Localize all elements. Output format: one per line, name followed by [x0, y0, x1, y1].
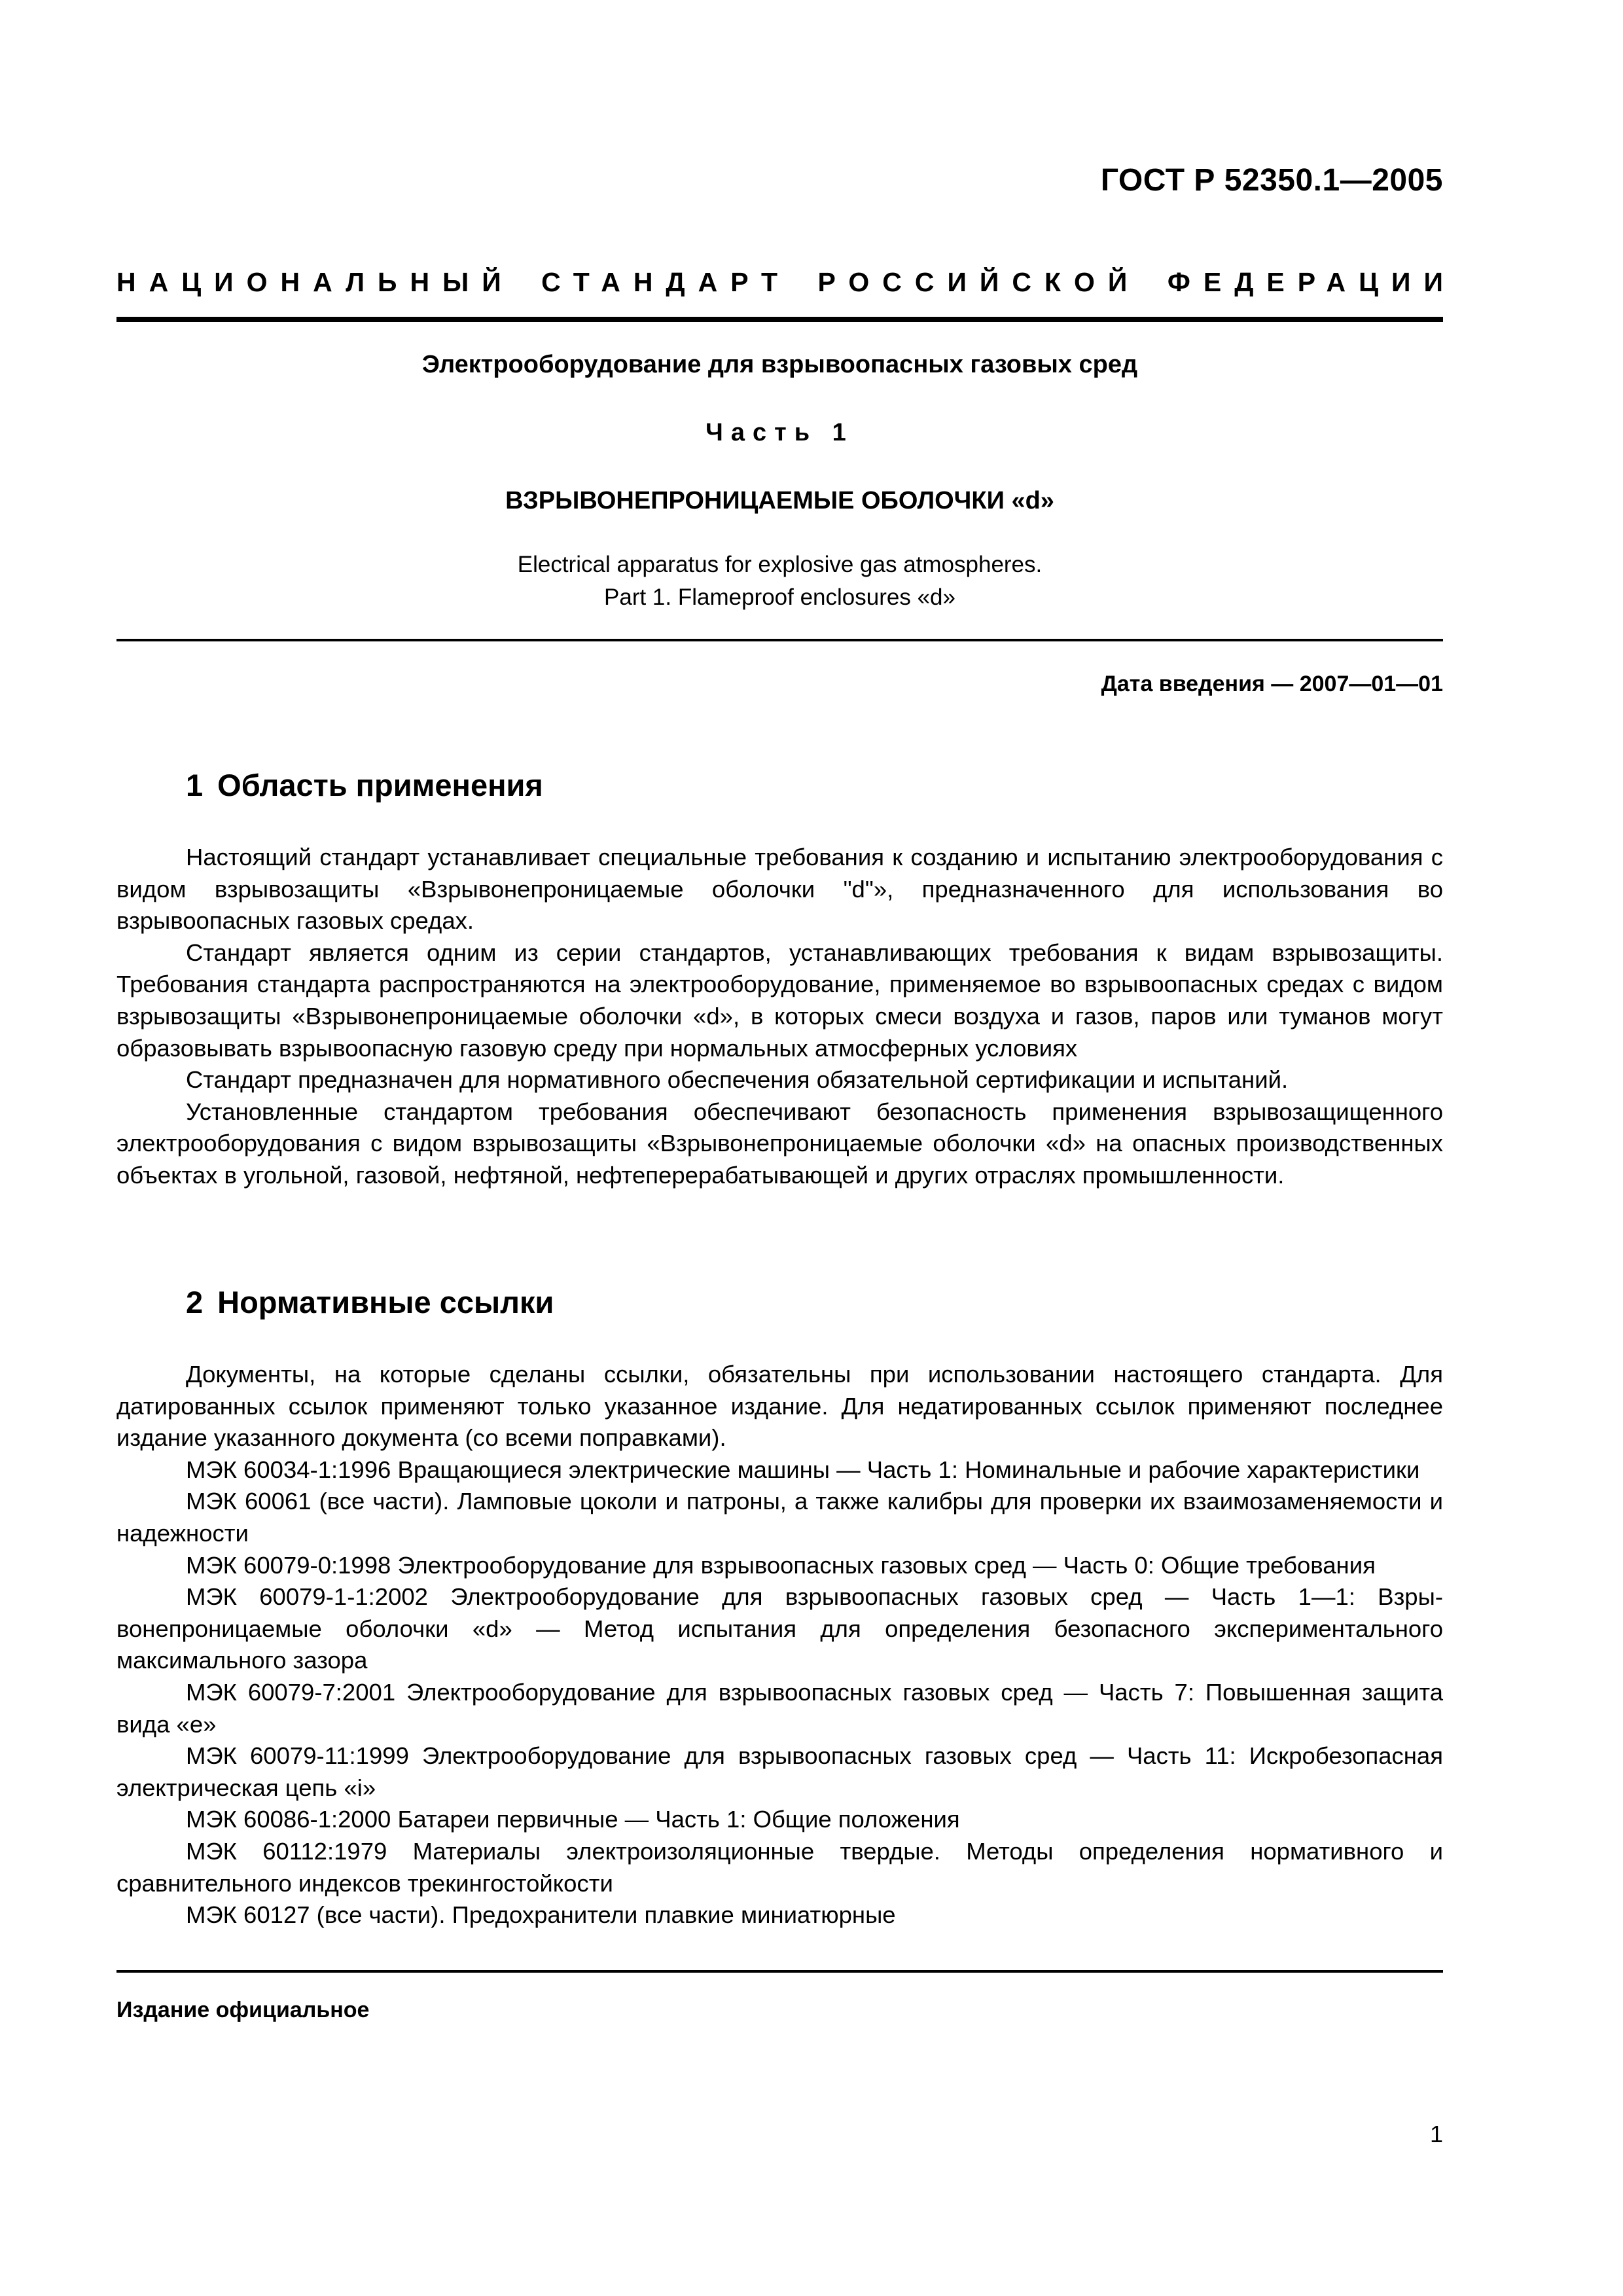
national-standard-word: НАЦИОНАЛЬНЫЙ — [116, 267, 514, 297]
title-en-line: Part 1. Flameproof enclosures «d» — [604, 584, 955, 610]
official-edition-label: Издание официальное — [116, 1998, 370, 2022]
reference-item: МЭК 60112:1979 Материалы электроизоляционные твердые. Методы определения нормативного и сравнительного индексов трекингостойкости — [116, 1837, 1443, 1897]
section-number: 2 — [186, 1285, 204, 1319]
page-number: 1 — [1429, 2121, 1443, 2147]
section-body — [116, 842, 1443, 1192]
section-title: Область применения — [217, 768, 543, 802]
paragraph: Настоящий стандарт устанавливает специальные требования к созданию и испытанию электрооборудования с видом взрывозащиты «Взрывонепроницаемые оболочки "d"», предназначенного для использования во взрывоопасных газовых средах. — [116, 844, 1443, 935]
reference-item: МЭК 60079-11:1999 Электрооборудование для взрывоопасных газовых сред — Часть 11: Искробезопасная электрическая цепь «i» — [116, 1742, 1443, 1801]
header-rule — [116, 317, 1443, 322]
section-title: Нормативные ссылки — [217, 1285, 554, 1319]
reference-item: МЭК 60034-1:1996 Вращающиеся электрические машины — Часть 1: Номинальные и рабочие характеристики — [186, 1456, 1420, 1483]
paragraph: Документы, на которые сделаны ссылки, обязательны при использовании настоящего стандарта. Для датированных ссылок применяют только указанное издание. Для недатированных ссылок применяют последнее издание указанного документа (со всеми поправками). — [116, 1361, 1443, 1452]
reference-item: МЭК 60061 (все части). Ламповые цоколи и патроны, а также калибры для проверки их взаимозаменяемости и надежности — [116, 1488, 1443, 1547]
section-heading — [186, 767, 543, 803]
title-rule — [116, 639, 1443, 641]
national-standard-title — [116, 267, 1456, 298]
document-title-en — [116, 548, 1443, 614]
paragraph: Стандарт предназначен для нормативного обеспечения обязательной сертификации и испытаний. — [186, 1066, 1289, 1094]
reference-item: МЭК 60079-1-1:2002 Электрооборудование для взрывоопасных газовых сред — Часть 1—1: Взрывонепроницаемые оболочки «d» — Метод испытания для определения безопасного экспериментального максимального зазора — [116, 1583, 1443, 1674]
reference-item: МЭК 60086-1:2000 Батареи первичные — Часть 1: Общие положения — [186, 1806, 960, 1833]
reference-item: МЭК 60127 (все части). Предохранители плавкие миниатюрные — [186, 1901, 896, 1929]
document-title-ru: ВЗРЫВОНЕПРОНИЦАЕМЫЕ ОБОЛОЧКИ «d» — [505, 487, 1054, 514]
section-body — [116, 1359, 1443, 1931]
paragraph: Установленные стандартом требования обеспечивают безопасность применения взрывозащищенного электрооборудования с видом взрывозащиты «Взрывонепроницаемые оболочки «d» на опасных производственных объектах в угольной, газовой, нефтяной, нефтеперерабатывающей и других отраслях промышленности. — [116, 1098, 1443, 1189]
gost-number: ГОСТ Р 52350.1—2005 — [1100, 163, 1443, 198]
section-number: 1 — [186, 768, 204, 802]
title-en-line: Electrical apparatus for explosive gas atmospheres. — [517, 552, 1043, 577]
national-standard-word: ФЕДЕРАЦИИ — [1167, 267, 1456, 297]
reference-item: МЭК 60079-7:2001 Электрооборудование для взрывоопасных газовых сред — Часть 7: Повышенная защита вида «е» — [116, 1678, 1443, 1738]
section-heading — [186, 1284, 554, 1320]
document-subject: Электрооборудование для взрывоопасных газовых сред — [421, 351, 1138, 378]
footer-rule — [116, 1970, 1443, 1973]
reference-item: МЭК 60079-0:1998 Электрооборудование для взрывоопасных газовых сред — Часть 0: Общие требования — [186, 1551, 1376, 1579]
paragraph: Стандарт является одним из серии стандартов, устанавливающих требования к видам взрывозащиты. Требования стандарта распространяются на электрооборудование, применяемое во взрывоопасных средах с видом взрывозащиты «Взрывонепроницаемые оболочки «d», в которых смеси воздуха и газов, паров или туманов могут образовывать взрывоопасную газовую среду при нормальных атмосферных условиях — [116, 939, 1443, 1062]
document-part: Часть 1 — [705, 419, 854, 446]
national-standard-word: СТАНДАРТ — [541, 267, 791, 297]
date-of-introduction: Дата введения — 2007—01—01 — [1101, 672, 1443, 696]
national-standard-word: РОССИЙСКОЙ — [817, 267, 1141, 297]
